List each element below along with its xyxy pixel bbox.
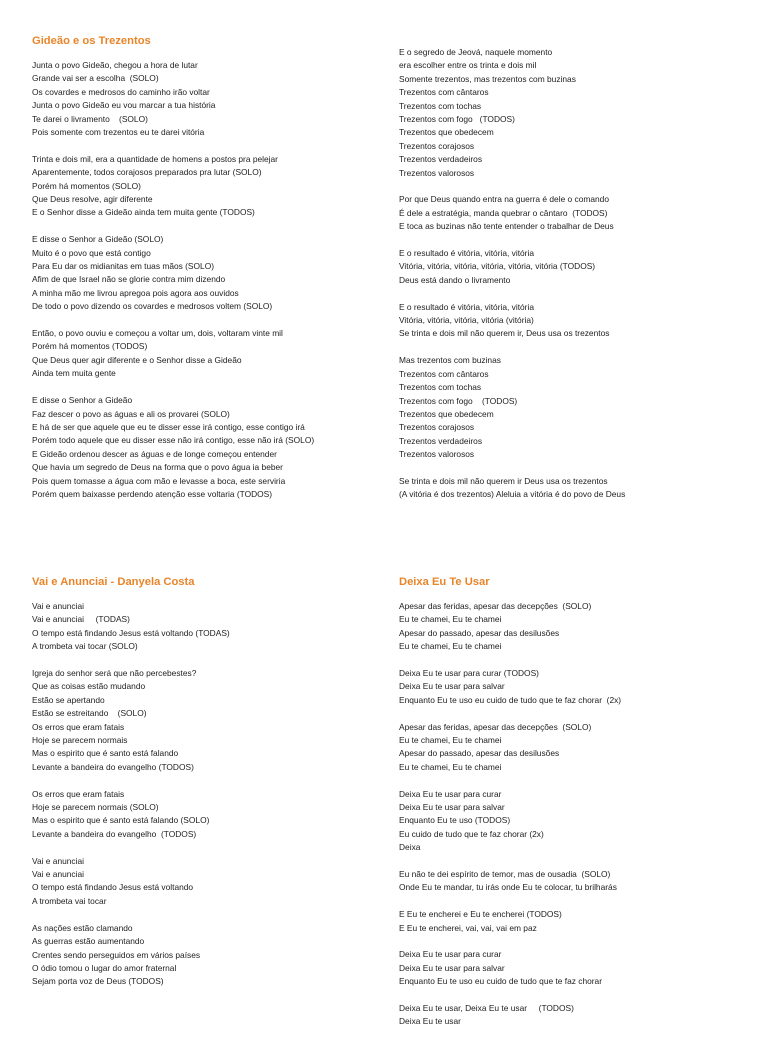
lyric-line: Mas trezentos com buzinas bbox=[399, 355, 501, 366]
lyric-line: Hoje se parecem normais (SOLO) bbox=[32, 802, 159, 813]
stanza bbox=[32, 153, 392, 220]
lyric-line: Eu não te dei espírito de temor, mas de ousadia (SOLO) bbox=[399, 869, 611, 880]
song-gideao-continued-column bbox=[399, 46, 764, 515]
song-title-gideao: Gideão e os Trezentos bbox=[32, 35, 151, 47]
lyric-line: Somente trezentos, mas trezentos com buzinas bbox=[399, 73, 576, 84]
stanza bbox=[32, 788, 392, 842]
lyric-line: Apesar das feridas, apesar das decepções (SOLO) bbox=[399, 601, 592, 611]
lyric-line: Por que Deus quando entra na guerra é dele o comando bbox=[399, 194, 609, 205]
lyric-line: A trombeta vai tocar bbox=[32, 895, 107, 906]
lyric-line: E disse o Senhor a Gideão (SOLO) bbox=[32, 234, 164, 245]
lyric-line: E o segredo de Jeová, naquele momento bbox=[399, 47, 553, 57]
stanza bbox=[32, 855, 392, 909]
lyric-line: O tempo está findando Jesus está voltando (TODAS) bbox=[32, 627, 230, 638]
lyric-line: (A vitória é dos trezentos) Aleluia a vitória é do povo de Deus bbox=[399, 489, 626, 500]
lyric-line: Trezentos com fogo (TODOS) bbox=[399, 114, 515, 125]
stanza bbox=[32, 233, 392, 313]
lyric-line: Vitória, vitória, vitória, vitória, vitória, vitória (TODOS) bbox=[399, 261, 596, 272]
lyric-line: Vai e anunciai bbox=[32, 869, 84, 880]
lyric-line: Hoje se parecem normais bbox=[32, 735, 128, 746]
lyric-line: Trezentos verdadeiros bbox=[399, 435, 483, 446]
song-title-vai-e-anunciai: Vai e Anunciai - Danyela Costa bbox=[32, 576, 195, 588]
stanza bbox=[399, 908, 764, 935]
stanza bbox=[399, 475, 764, 502]
lyric-line: Estão se estreitando (SOLO) bbox=[32, 708, 147, 719]
lyric-line: Pois quem tomasse a água com mão e levasse a boca, este serviria bbox=[32, 475, 286, 486]
lyric-line: Se trinta e dois mil não querem ir Deus usa os trezentos bbox=[399, 475, 608, 486]
lyric-line: Aparentemente, todos corajosos preparados pra lutar (SOLO) bbox=[32, 167, 262, 178]
lyrics-gideao-continued bbox=[399, 46, 764, 502]
lyric-line: Eu te chamei, Eu te chamei bbox=[399, 735, 502, 746]
lyric-line: De todo o povo dizendo os covardes e medrosos voltem (SOLO) bbox=[32, 301, 273, 312]
lyric-line: Crentes sendo perseguidos em vários países bbox=[32, 949, 201, 960]
lyric-line: Apesar das feridas, apesar das decepções (SOLO) bbox=[399, 721, 592, 732]
lyric-line: Mas o espirito que é santo está falando (SOLO) bbox=[32, 815, 210, 826]
lyric-line: Que as coisas estão mudando bbox=[32, 681, 146, 692]
lyric-line: Porém quem baixasse perdendo atenção esse voltaria (TODOS) bbox=[32, 488, 273, 499]
stanza bbox=[32, 600, 392, 654]
lyric-line: Deixa Eu te usar para salvar bbox=[399, 681, 505, 692]
lyric-line: Deixa Eu te usar, Deixa Eu te usar (TODOS) bbox=[399, 1003, 574, 1014]
lyric-line: Enquanto Eu te uso (TODOS) bbox=[399, 815, 511, 826]
lyric-line: Vai e anunciai bbox=[32, 601, 84, 611]
lyric-line: Os covardes e medrosos do caminho irão voltar bbox=[32, 86, 210, 97]
lyric-line: Eu cuido de tudo que te faz chorar (2x) bbox=[399, 828, 544, 839]
stanza bbox=[399, 868, 764, 895]
stanza bbox=[399, 600, 764, 654]
lyric-line: Deixa bbox=[399, 842, 421, 853]
lyric-line: Trezentos que obedecem bbox=[399, 127, 494, 138]
lyric-line: Se trinta e dois mil não querem ir, Deus usa os trezentos bbox=[399, 328, 610, 339]
lyric-line: Afim de que Israel não se glorie contra mim dizendo bbox=[32, 274, 226, 285]
lyric-line: Junta o povo Gideão, chegou a hora de lutar bbox=[32, 60, 198, 70]
lyric-line: Porém todo aquele que eu disser esse não irá contigo, esse não irá (SOLO) bbox=[32, 435, 315, 446]
lyric-line: Trezentos com cântaros bbox=[399, 368, 489, 379]
lyric-line: E o resultado é vitória, vitória, vitória bbox=[399, 248, 534, 259]
lyric-line: Trezentos com cântaros bbox=[399, 87, 489, 98]
lyric-line: Onde Eu te mandar, tu irás onde Eu te colocar, tu brilharás bbox=[399, 882, 617, 893]
lyrics-deixa-eu-te-usar bbox=[399, 600, 764, 1029]
stanza bbox=[399, 354, 764, 461]
lyric-line: Junta o povo Gideão eu vou marcar a tua história bbox=[32, 100, 216, 111]
lyric-line: Sejam porta voz de Deus (TODOS) bbox=[32, 976, 164, 987]
stanza bbox=[32, 667, 392, 774]
lyric-line: E Eu te encherei, vai, vai, vai em paz bbox=[399, 922, 537, 933]
lyric-line: Trezentos com tochas bbox=[399, 100, 482, 111]
lyric-line: Trezentos com fogo (TODOS) bbox=[399, 395, 518, 406]
lyric-line: E o resultado é vitória, vitória, vitória bbox=[399, 301, 534, 312]
stanza bbox=[32, 394, 392, 501]
lyric-line: Trezentos que obedecem bbox=[399, 408, 494, 419]
lyric-line: Deixa Eu te usar para salvar bbox=[399, 802, 505, 813]
lyrics-vai-e-anunciai bbox=[32, 600, 392, 989]
lyric-line: Então, o povo ouviu e começou a voltar um, dois, voltaram vinte mil bbox=[32, 328, 283, 339]
lyric-line: Trezentos valorosos bbox=[399, 449, 475, 460]
lyric-line: E disse o Senhor a Gideão bbox=[32, 395, 133, 406]
lyric-line: É dele a estratégia, manda quebrar o cântaro (TODOS) bbox=[399, 207, 608, 218]
lyric-line: Deixa Eu te usar para curar (TODOS) bbox=[399, 668, 539, 679]
lyric-line: E o Senhor disse a Gideão ainda tem muita gente (TODOS) bbox=[32, 207, 255, 218]
lyric-line: Enquanto Eu te uso eu cuido de tudo que te faz chorar (2x) bbox=[399, 694, 622, 705]
song-vai-e-anunciai-column bbox=[32, 576, 392, 1002]
song-deixa-eu-te-usar-column bbox=[399, 576, 764, 1042]
lyric-line: Eu te chamei, Eu te chamei bbox=[399, 761, 502, 772]
lyric-line: Eu te chamei, Eu te chamei bbox=[399, 614, 502, 625]
lyric-line: Deixa Eu te usar para curar bbox=[399, 949, 502, 960]
lyric-line: Os erros que eram fatais bbox=[32, 721, 125, 732]
lyric-line: E Eu te encherei e Eu te encherei (TODOS) bbox=[399, 909, 562, 920]
lyric-line: Trezentos corajosos bbox=[399, 140, 475, 151]
lyric-line: Que havia um segredo de Deus na forma que o povo água ia beber bbox=[32, 462, 283, 473]
lyric-line: Pois somente com trezentos eu te darei vitória bbox=[32, 127, 205, 138]
lyric-line: Apesar do passado, apesar das desilusões bbox=[399, 627, 560, 638]
lyric-line: O tempo está findando Jesus está voltando bbox=[32, 882, 194, 893]
song-title-deixa-eu-te-usar: Deixa Eu Te Usar bbox=[399, 576, 490, 588]
lyric-line: Deixa Eu te usar para salvar bbox=[399, 962, 505, 973]
lyric-line: Igreja do senhor será que não percebestes? bbox=[32, 668, 197, 679]
lyric-line: Deixa Eu te usar bbox=[399, 1016, 461, 1027]
lyric-line: Te darei o livramento (SOLO) bbox=[32, 113, 148, 124]
lyric-line: Estão se apertando bbox=[32, 694, 105, 705]
stanza bbox=[399, 788, 764, 855]
lyric-line: Porém há momentos (TODOS) bbox=[32, 341, 148, 352]
stanza bbox=[32, 922, 392, 989]
lyric-line: Trezentos com tochas bbox=[399, 382, 482, 393]
lyric-line: Trezentos verdadeiros bbox=[399, 154, 483, 165]
lyric-line: Levante a bandeira do evangelho (TODOS) bbox=[32, 761, 194, 772]
lyric-line: E Gideão ordenou descer as águas e de longe começou entender bbox=[32, 448, 277, 459]
lyric-line: Grande vai ser a escolha (SOLO) bbox=[32, 73, 159, 84]
lyric-line: Eu te chamei, Eu te chamei bbox=[399, 641, 502, 652]
stanza bbox=[399, 1002, 764, 1029]
lyric-line: era escolher entre os trinta e dois mil bbox=[399, 60, 537, 71]
lyric-line: E toca as buzinas não tente entender o trabalhar de Deus bbox=[399, 221, 614, 232]
lyric-line: Que Deus quer agir diferente e o Senhor disse a Gideão bbox=[32, 354, 242, 365]
lyric-line: Deus está dando o livramento bbox=[399, 274, 511, 285]
lyric-line: O ódio tomou o lugar do amor fraternal bbox=[32, 962, 177, 973]
stanza bbox=[32, 327, 392, 381]
stanza bbox=[399, 301, 764, 341]
lyric-line: As nações estão clamando bbox=[32, 922, 133, 933]
lyric-line: Apesar do passado, apesar das desilusões bbox=[399, 748, 560, 759]
lyric-line: A minha mão me livrou apregoa pois agora aos ouvidos bbox=[32, 287, 239, 298]
stanza bbox=[399, 721, 764, 775]
lyric-line: Ainda tem muita gente bbox=[32, 368, 116, 379]
lyric-line: Deixa Eu te usar para curar bbox=[399, 788, 502, 799]
stanza bbox=[399, 948, 764, 988]
lyric-line: E há de ser que aquele que eu te disser esse irá contigo, esse contigo irá bbox=[32, 421, 305, 432]
lyric-line: Levante a bandeira do evangelho (TODOS) bbox=[32, 828, 197, 839]
stanza bbox=[399, 46, 764, 180]
lyric-line: Enquanto Eu te uso eu cuido de tudo que te faz chorar bbox=[399, 976, 603, 987]
lyric-line: Trezentos corajosos bbox=[399, 422, 475, 433]
lyric-line: Para Eu dar os midianitas em tuas mãos (SOLO) bbox=[32, 261, 214, 272]
lyric-line: As guerras estão aumentando bbox=[32, 936, 145, 947]
lyric-line: Porém há momentos (SOLO) bbox=[32, 180, 141, 191]
lyric-line: Vai e anunciai (TODAS) bbox=[32, 614, 130, 625]
lyric-line: Vitória, vitória, vitória, vitória (vitória) bbox=[399, 315, 534, 326]
lyric-line: A trombeta vai tocar (SOLO) bbox=[32, 641, 138, 652]
stanza bbox=[399, 667, 764, 707]
lyric-line: Muito é o povo que está contigo bbox=[32, 247, 151, 258]
lyric-line: Os erros que eram fatais bbox=[32, 788, 125, 799]
lyric-line: Trezentos valorosos bbox=[399, 167, 475, 178]
lyrics-gideao bbox=[32, 59, 392, 501]
stanza bbox=[399, 193, 764, 233]
lyric-line: Vai e anunciai bbox=[32, 855, 84, 866]
stanza bbox=[32, 59, 392, 139]
lyric-line: Trinta e dois mil, era a quantidade de homens a postos pra pelejar bbox=[32, 153, 278, 164]
lyric-line: Faz descer o povo as águas e ali os provarei (SOLO) bbox=[32, 408, 230, 419]
lyric-line: Que Deus resolve, agir diferente bbox=[32, 194, 153, 205]
stanza bbox=[399, 247, 764, 287]
song-gideao-column bbox=[32, 35, 392, 515]
lyric-line: Mas o espirito que é santo está falando bbox=[32, 748, 179, 759]
